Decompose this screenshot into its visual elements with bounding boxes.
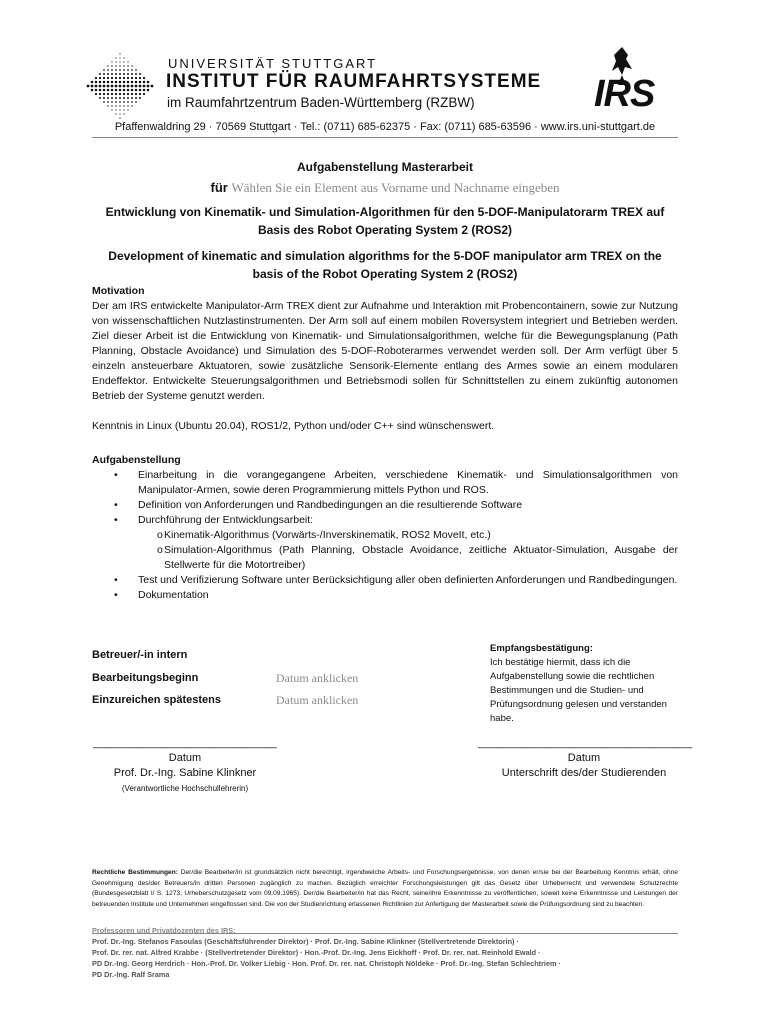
legal-text: Der/die Bearbeiter/in ist grundsätzlich nicht berechtigt, irgendwelche Arbeits- und Forschungsergebnisse, von denen er/sie bei der Bearbeitung Kenntnis erhält, ohne Genehmigung des/der Betreuers/in dritten Personen zugänglich zu machen. Bezüglich erreichter Forschungsleistungen gilt das Gesetz über Urheberrecht und verwendete Schutzrechte (Bundesgesetzblatt I/ S. 1273, Urheberschutzgesetz vom 09.09.1965). Der/die Bearbeiter/in hat das Recht, seine/ihre Erkenntnisse zu veröffentlichen, soweit keine Erkenntnisse und Leistungen der betreuenden Institute und Unternehmen eingeflossen sind. Die von der Studienrichtung erlassenen Richtlinien zur Anfertigung der Masterarbeit sowie die Prüfungsordnung sind zu beachten. <box>92 869 678 908</box>
supervisor-signature-block <box>92 736 278 796</box>
sub-list <box>92 528 678 573</box>
tasks-section <box>92 453 678 603</box>
legal-notice <box>92 868 678 910</box>
irs-logo <box>592 45 682 115</box>
sub-list-item: o Kinematik-Algorithmus (Vorwärts-/Inverskinematik, ROS2 MoveIt, etc.) <box>157 529 491 541</box>
confirmation-text: Ich bestätige hiermit, dass ich die Aufgabenstellung sowie die rechtlichen Bestimmungen und die Studien- und Prüfungsordnung gelesen und verstanden habe. <box>490 657 667 724</box>
bullet: • <box>114 589 118 601</box>
list-item: • Dokumentation <box>114 589 209 601</box>
student-signature-block <box>478 736 693 781</box>
sub-bullet: o <box>157 529 163 541</box>
motivation-section <box>92 284 678 434</box>
list-item: • Durchführung der Entwicklungsarbeit: o Kinematik-Algorithmus (Vorwärts-/Inverskinematik, ROS2 MoveIt, etc.) o Simulation-Algorithmus (Path Planning, Obstacle Avoidance, zeitliche Aktuator-Simulation, Ausgabe der Stellwerte für die Motortreiber) <box>92 513 678 573</box>
for-label: für <box>210 180 228 195</box>
signature-line: ___________________________________ <box>478 737 693 749</box>
signature-date-label: Datum <box>168 752 202 764</box>
university-logo-icon <box>86 52 154 120</box>
professors-line: Prof. Dr. rer. nat. Alfred Krabbe · (Stellvertretender Direktor) · Hon.-Prof. Dr.-Ing. Jens Eickhoff · Prof. Dr. rer. nat. Reinhold Ewald · <box>92 948 541 957</box>
motivation-text: Der am IRS entwickelte Manipulator-Arm TREX dient zur Aufnahme und Interaktion mit Probencontainern, sowie zur Nutzung von wissenschaftlichen Nutzlastinstrumenten. Der Arm soll auf einem mobilen Roversystem integriert und Betrieben werden. Ziel dieser Arbeit ist die Entwicklung von Kinematik- und Simulationsalgorithmen, welche für die Bewegungsplanung (Path Planning, Obstacle Avoidance) und Simulation des 5-DOF-Roboterarmes verwendet werden soll. Der Arm verfügt über 5 einzeln ansteuerbare Aktuatoren, sowie zusätzliche Sensorik-Elemente entlang des Armes sowie an einem modularen Endeffektor. Entwickelte Steuerungsalgorithmen und Betriebsmodi sollen für Schnittstellen zu einem zukünftig autonomen Betrieb der Systeme genutzt werden. <box>92 300 678 402</box>
document-title: Aufgabenstellung Masterarbeit <box>296 160 474 174</box>
list-item: • Definition von Anforderungen und Randbedingungen an die resultierende Software <box>114 499 523 511</box>
list-item: • Test und Verifizierung Software unter Berücksichtigung aller oben definierten Anforderungen und Randbedingungen. <box>114 574 678 586</box>
professors-list <box>92 936 678 980</box>
irs-logo-text: IRS <box>594 73 655 115</box>
professors-line: Prof. Dr.-Ing. Stefanos Fasoulas (Geschäftsführender Direktor) · Prof. Dr.-Ing. Sabine Klinkner (Stellvertretende Direktorin) · <box>92 937 519 946</box>
signature-role: (Verantwortliche Hochschullehrerin) <box>121 784 249 793</box>
header-divider <box>92 137 678 138</box>
bullet: • <box>114 574 118 586</box>
sub-list-item: o Simulation-Algorithmus (Path Planning, Obstacle Avoidance, zeitliche Aktuator-Simulation, Ausgabe der Stellwerte für die Motortreiber) <box>157 544 678 571</box>
signature-name: Prof. Dr.-Ing. Sabine Klinkner <box>113 767 257 779</box>
professors-line: PD Dr.-Ing. Georg Herdrich · Hon.-Prof. Dr. Volker Liebig · Hon. Prof. Dr. rer. nat. Christoph Nöldeke · Prof. Dr.-Ing. Stefan Schlechtriem · <box>92 959 561 968</box>
signature-name: Unterschrift des/der Studierenden <box>501 767 667 779</box>
start-date-label: Bearbeitungsbeginn <box>92 672 199 684</box>
university-name: UNIVERSITÄT STUTTGART <box>168 56 378 71</box>
institute-address: Pfaffenwaldring 29 · 70569 Stuttgart · Tel.: (0711) 685-62375 · Fax: (0711) 685-63596 · www.irs.uni-stuttgart.de <box>114 121 656 133</box>
start-date-picker[interactable]: Datum anklicken <box>276 671 359 685</box>
legal-label: Rechtliche Bestimmungen: <box>92 869 178 876</box>
tasks-list <box>92 468 678 603</box>
supervisor-label: Betreuer/-in intern <box>92 649 188 661</box>
due-date-label: Einzureichen spätestens <box>92 694 221 706</box>
bullet: • <box>114 514 118 526</box>
bullet: • <box>114 469 118 481</box>
receipt-confirmation <box>490 642 690 726</box>
thesis-title-en: Development of kinematic and simulation algorithms for the 5-DOF manipulator arm TREX on the basis of the Robot Operating System 2 (ROS2) <box>108 249 662 281</box>
bullet: • <box>114 499 118 511</box>
confirmation-heading: Empfangsbestätigung: <box>490 643 593 654</box>
student-line <box>0 180 770 196</box>
institute-subtitle: im Raumfahrtzentrum Baden-Württemberg (RZBW) <box>167 95 475 110</box>
knowledge-text: Kenntnis in Linux (Ubuntu 20.04), ROS1/2, Python und/oder C++ sind wünschenswert. <box>92 420 495 432</box>
sub-bullet: o <box>157 544 163 556</box>
thesis-title-de: Entwicklung von Kinematik- und Simulation-Algorithmen für den 5-DOF-Manipulatorarm TREX auf Basis des Robot Operating System 2 (ROS2) <box>105 205 665 237</box>
tasks-heading: Aufgabenstellung <box>92 454 181 466</box>
professors-heading: Professoren und Privatdozenten des IRS: <box>92 926 236 935</box>
signature-line: ______________________________ <box>93 737 277 749</box>
list-item: • Einarbeitung in die vorangegangene Arbeiten, verschiedene Kinematik- und Simulationsalgorithmen von Manipulator-Armen, sowie deren Programmierung mittels Python und ROS. <box>114 469 678 496</box>
signature-date-label: Datum <box>567 752 601 764</box>
institute-name: INSTITUT FÜR RAUMFAHRTSYSTEME <box>166 71 542 92</box>
due-date-picker[interactable]: Datum anklicken <box>276 693 359 707</box>
professors-line: PD Dr.-Ing. Ralf Srama <box>92 970 170 979</box>
motivation-heading: Motivation <box>92 285 145 297</box>
student-name-field[interactable]: Wählen Sie ein Element aus Vorname und Nachname eingeben <box>231 180 560 195</box>
